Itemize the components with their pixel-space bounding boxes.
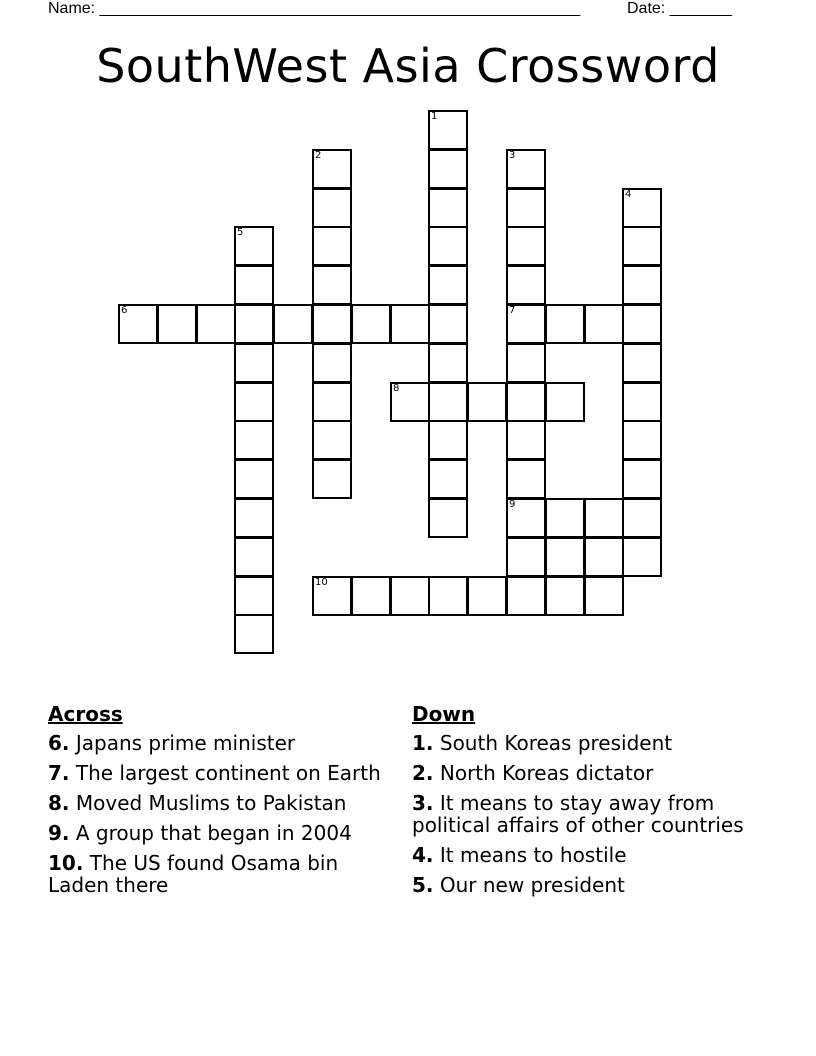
clue-text: The US found Osama bin Laden there [48, 851, 339, 897]
crossword-cell[interactable] [584, 576, 624, 616]
crossword-cell[interactable] [506, 343, 546, 383]
crossword-cell[interactable] [622, 382, 662, 422]
crossword-cell[interactable] [234, 576, 274, 616]
cell-number: 2 [315, 150, 322, 161]
name-field-label[interactable]: Name: ______________________________________________________ [48, 0, 581, 17]
crossword-cell[interactable] [118, 304, 158, 344]
clue-number: 2. [412, 761, 434, 785]
crossword-cell[interactable] [234, 304, 274, 344]
crossword-cell[interactable] [312, 382, 352, 422]
crossword-cell[interactable] [351, 576, 391, 616]
clue-text: North Koreas dictator [433, 761, 654, 785]
cell-number: 1 [431, 111, 438, 122]
down-clue [412, 844, 752, 866]
crossword-cell[interactable] [622, 537, 662, 577]
crossword-cell[interactable] [506, 420, 546, 460]
crossword-cell[interactable] [157, 304, 197, 344]
crossword-cell[interactable] [312, 304, 352, 344]
clue-number: 1. [412, 731, 434, 755]
crossword-cell[interactable] [506, 459, 546, 499]
crossword-cell[interactable] [622, 459, 662, 499]
clue-number: 5. [412, 873, 434, 897]
crossword-cell[interactable] [622, 265, 662, 305]
crossword-cell[interactable] [545, 537, 585, 577]
down-heading: Down [412, 702, 476, 726]
crossword-cell[interactable] [622, 188, 662, 228]
across-clue [48, 792, 393, 814]
across-clue [48, 852, 393, 896]
crossword-cell[interactable] [234, 614, 274, 654]
down-clues [412, 702, 752, 904]
crossword-cell[interactable] [390, 382, 430, 422]
cell-number: 5 [237, 227, 244, 238]
crossword-cell[interactable] [234, 226, 274, 266]
crossword-cell[interactable] [545, 382, 585, 422]
crossword-cell[interactable] [545, 304, 585, 344]
crossword-cell[interactable] [234, 498, 274, 538]
crossword-cell[interactable] [312, 420, 352, 460]
crossword-cell[interactable] [467, 576, 507, 616]
across-clue [48, 762, 393, 784]
cell-number: 7 [509, 305, 516, 316]
crossword-cell[interactable] [622, 304, 662, 344]
clue-number: 4. [412, 843, 434, 867]
clue-text: Japans prime minister [69, 731, 296, 755]
clue-text: Moved Muslims to Pakistan [69, 791, 347, 815]
crossword-cell[interactable] [312, 149, 352, 189]
crossword-cell[interactable] [428, 265, 468, 305]
cell-number: 3 [509, 150, 516, 161]
crossword-cell[interactable] [234, 382, 274, 422]
across-clues [48, 702, 393, 904]
crossword-cell[interactable] [390, 304, 430, 344]
crossword-cell[interactable] [584, 537, 624, 577]
crossword-cell[interactable] [428, 498, 468, 538]
across-clue [48, 732, 393, 754]
crossword-cell[interactable] [428, 420, 468, 460]
date-field-label[interactable]: Date: _______ [627, 0, 732, 17]
crossword-cell[interactable] [312, 226, 352, 266]
down-clue [412, 874, 752, 896]
crossword-cell[interactable] [312, 188, 352, 228]
across-clue [48, 822, 393, 844]
crossword-cell[interactable] [428, 149, 468, 189]
crossword-cell[interactable] [506, 576, 546, 616]
crossword-cell[interactable] [506, 188, 546, 228]
down-clue [412, 792, 752, 836]
crossword-cell[interactable] [622, 420, 662, 460]
clue-number: 9. [48, 821, 70, 845]
crossword-cell[interactable] [584, 498, 624, 538]
cell-number: 10 [315, 577, 328, 588]
crossword-cell[interactable] [312, 576, 352, 616]
clue-number: 3. [412, 791, 434, 815]
clue-text: It means to hostile [433, 843, 627, 867]
crossword-cell[interactable] [428, 576, 468, 616]
crossword-cell[interactable] [312, 459, 352, 499]
crossword-cell[interactable] [428, 382, 468, 422]
crossword-cell[interactable] [622, 498, 662, 538]
crossword-cell[interactable] [545, 576, 585, 616]
crossword-cell[interactable] [234, 343, 274, 383]
crossword-cell[interactable] [506, 304, 546, 344]
clue-number: 10. [48, 851, 84, 875]
crossword-cell[interactable] [584, 304, 624, 344]
crossword-cell[interactable] [506, 265, 546, 305]
crossword-cell[interactable] [506, 149, 546, 189]
clue-number: 8. [48, 791, 70, 815]
clue-text: The largest continent on Earth [69, 761, 381, 785]
cell-number: 9 [509, 499, 516, 510]
crossword-cell[interactable] [428, 459, 468, 499]
crossword-cell[interactable] [312, 343, 352, 383]
crossword-cell[interactable] [545, 498, 585, 538]
crossword-cell[interactable] [506, 537, 546, 577]
crossword-cell[interactable] [428, 110, 468, 150]
down-clue [412, 732, 752, 754]
crossword-cell[interactable] [428, 304, 468, 344]
crossword-cell[interactable] [467, 382, 507, 422]
cell-number: 6 [121, 305, 128, 316]
clue-text: A group that began in 2004 [69, 821, 352, 845]
crossword-cell[interactable] [196, 304, 236, 344]
crossword-cell[interactable] [506, 498, 546, 538]
clue-number: 6. [48, 731, 70, 755]
clue-number: 7. [48, 761, 70, 785]
clue-text: Our new president [433, 873, 625, 897]
across-heading: Across [48, 702, 123, 726]
cell-number: 8 [393, 383, 400, 394]
crossword-cell[interactable] [351, 304, 391, 344]
page-title: SouthWest Asia Crossword [96, 39, 720, 93]
crossword-cell[interactable] [390, 576, 430, 616]
crossword-cell[interactable] [234, 420, 274, 460]
crossword-cell[interactable] [506, 226, 546, 266]
clue-text: South Koreas president [433, 731, 673, 755]
crossword-cell[interactable] [622, 343, 662, 383]
crossword-cell[interactable] [234, 459, 274, 499]
clue-text: It means to stay away from political affairs of other countries [412, 791, 744, 837]
crossword-cell[interactable] [428, 343, 468, 383]
crossword-cell[interactable] [428, 226, 468, 266]
down-clue [412, 762, 752, 784]
cell-number: 4 [625, 189, 632, 200]
crossword-cell[interactable] [312, 265, 352, 305]
crossword-cell[interactable] [234, 537, 274, 577]
crossword-cell[interactable] [234, 265, 274, 305]
crossword-cell[interactable] [622, 226, 662, 266]
crossword-cell[interactable] [273, 304, 313, 344]
crossword-cell[interactable] [428, 188, 468, 228]
crossword-cell[interactable] [506, 382, 546, 422]
